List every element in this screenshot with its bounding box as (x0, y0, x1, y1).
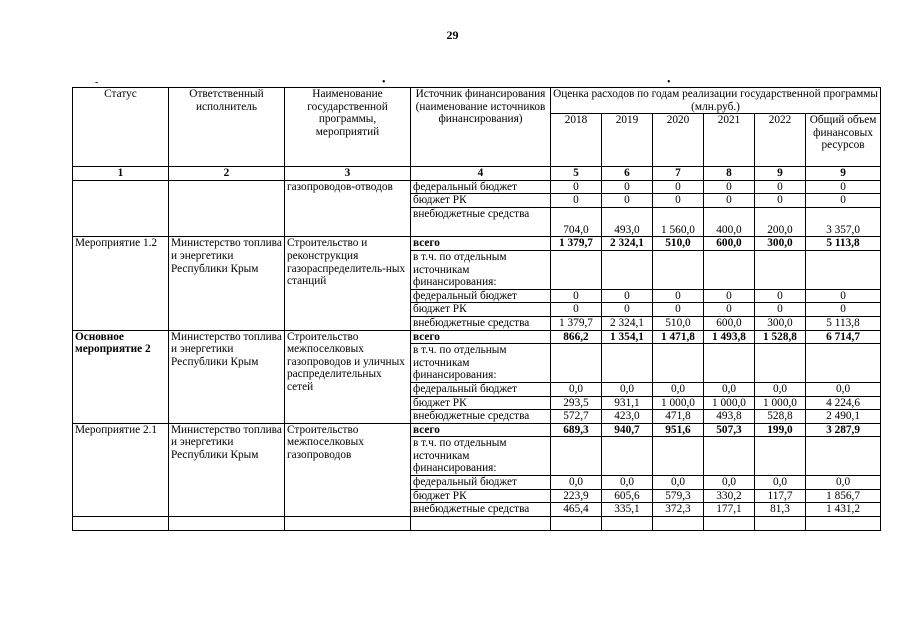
value-cell: 0,0 (551, 382, 602, 396)
program-name-header: Наименование государственной программы, мероприятий (285, 88, 411, 167)
table-row (73, 330, 881, 344)
value-cell: 200,0 (755, 208, 806, 237)
value-cell: 293,5 (551, 396, 602, 410)
program-name-cell: Строительство и реконструкция газораспределитель-ных станций (285, 237, 411, 330)
status-cell: Мероприятие 2.1 (73, 423, 169, 516)
total-header: Общий объем финансовых ресурсов (806, 114, 881, 167)
value-cell: 117,7 (755, 489, 806, 503)
source-cell: бюджет РК (411, 194, 551, 208)
col-number: 6 (602, 167, 653, 181)
executor-cell: Министерство топлива и энергетики Республики Крым (169, 423, 285, 516)
scan-mark: • (382, 77, 386, 88)
value-cell: 2 324,1 (602, 316, 653, 330)
value-cell: 1 379,7 (551, 237, 602, 251)
status-header: Статус (73, 88, 169, 167)
value-cell: 0 (704, 303, 755, 317)
source-cell: в т.ч. по отдельным источникам финансирования: (411, 344, 551, 383)
value-cell: 471,8 (653, 410, 704, 424)
source-cell: внебюджетные средства (411, 410, 551, 424)
funding-source-header: Источник финансирования (наименование источников финансирования) (411, 88, 551, 167)
value-cell: 400,0 (704, 208, 755, 237)
value-cell: 5 113,8 (806, 237, 881, 251)
value-cell: 0 (653, 289, 704, 303)
value-cell: 704,0 (551, 208, 602, 237)
value-cell: 335,1 (602, 503, 653, 517)
value-cell: 177,1 (704, 503, 755, 517)
value-cell: 0,0 (704, 382, 755, 396)
value-cell: 0 (704, 194, 755, 208)
source-cell: в т.ч. по отдельным источникам финансирования: (411, 437, 551, 476)
source-cell: внебюджетные средства (411, 208, 551, 237)
value-cell: 0 (704, 180, 755, 194)
value-cell: 3 357,0 (806, 208, 881, 237)
value-cell: 300,0 (755, 237, 806, 251)
value-cell: 1 493,8 (704, 330, 755, 344)
value-cell: 510,0 (653, 316, 704, 330)
value-cell: 510,0 (653, 237, 704, 251)
source-cell: федеральный бюджет (411, 476, 551, 490)
col-number: 9 (755, 167, 806, 181)
value-cell: 0 (551, 194, 602, 208)
value-cell: 0,0 (755, 476, 806, 490)
col-number: 4 (411, 167, 551, 181)
value-cell: 493,0 (602, 208, 653, 237)
value-cell: 1 431,2 (806, 503, 881, 517)
estimate-header: Оценка расходов по годам реализации государственной программы (млн.руб.) (551, 88, 881, 114)
year-header: 2020 (653, 114, 704, 167)
value-cell: 4 224,6 (806, 396, 881, 410)
value-cell: 600,0 (704, 237, 755, 251)
value-cell: 0,0 (551, 476, 602, 490)
value-cell: 0 (806, 194, 881, 208)
col-number: 7 (653, 167, 704, 181)
value-cell: 0 (806, 180, 881, 194)
program-name-cell: Строительство межпоселковых газопроводов и уличных распределительных сетей (285, 330, 411, 423)
value-cell: 0 (602, 289, 653, 303)
table-row (73, 516, 881, 530)
col-number: 1 (73, 167, 169, 181)
value-cell: 0 (806, 303, 881, 317)
source-cell: федеральный бюджет (411, 289, 551, 303)
year-header: 2018 (551, 114, 602, 167)
value-cell: 199,0 (755, 423, 806, 437)
value-cell: 81,3 (755, 503, 806, 517)
source-cell: в т.ч. по отдельным источникам финансирования: (411, 250, 551, 289)
program-name-cell: газопроводов-отводов (285, 180, 411, 237)
program-name-cell: Строительство межпоселковых газопроводов (285, 423, 411, 516)
value-cell: 1 379,7 (551, 316, 602, 330)
value-cell: 689,3 (551, 423, 602, 437)
value-cell: 0,0 (755, 382, 806, 396)
col-number: 9 (806, 167, 881, 181)
source-cell: всего (411, 330, 551, 344)
value-cell: 0 (755, 303, 806, 317)
value-cell: 1 000,0 (653, 396, 704, 410)
header-row (73, 88, 881, 114)
value-cell: 1 354,1 (602, 330, 653, 344)
value-cell: 1 856,7 (806, 489, 881, 503)
value-cell: 600,0 (704, 316, 755, 330)
value-cell: 951,6 (653, 423, 704, 437)
value-cell: 0,0 (806, 382, 881, 396)
status-cell: Основное мероприятие 2 (73, 330, 169, 423)
value-cell: 940,7 (602, 423, 653, 437)
value-cell: 931,1 (602, 396, 653, 410)
value-cell: 465,4 (551, 503, 602, 517)
value-cell: 372,3 (653, 503, 704, 517)
value-cell: 423,0 (602, 410, 653, 424)
value-cell: 6 714,7 (806, 330, 881, 344)
year-header: 2022 (755, 114, 806, 167)
value-cell: 0,0 (704, 476, 755, 490)
value-cell: 0 (551, 289, 602, 303)
value-cell: 300,0 (755, 316, 806, 330)
source-cell: всего (411, 237, 551, 251)
value-cell: 528,8 (755, 410, 806, 424)
value-cell: 0,0 (806, 476, 881, 490)
value-cell: 0 (551, 303, 602, 317)
value-cell: 5 113,8 (806, 316, 881, 330)
value-cell: 0 (755, 194, 806, 208)
value-cell: 0 (653, 303, 704, 317)
value-cell: 0 (602, 180, 653, 194)
table-row (73, 423, 881, 437)
value-cell: 0,0 (602, 476, 653, 490)
source-cell: внебюджетные средства (411, 503, 551, 517)
value-cell: 1 000,0 (755, 396, 806, 410)
source-cell: федеральный бюджет (411, 180, 551, 194)
source-cell: внебюджетные средства (411, 316, 551, 330)
scan-mark: • (667, 77, 671, 88)
source-cell: всего (411, 423, 551, 437)
source-cell: бюджет РК (411, 303, 551, 317)
executor-cell: Министерство топлива и энергетики Республики Крым (169, 330, 285, 423)
status-cell (73, 180, 169, 237)
value-cell: 223,9 (551, 489, 602, 503)
value-cell: 507,3 (704, 423, 755, 437)
source-cell: бюджет РК (411, 489, 551, 503)
source-cell: федеральный бюджет (411, 382, 551, 396)
value-cell: 2 324,1 (602, 237, 653, 251)
value-cell: 866,2 (551, 330, 602, 344)
value-cell: 0 (551, 180, 602, 194)
value-cell: 1 560,0 (653, 208, 704, 237)
value-cell: 0 (806, 289, 881, 303)
value-cell: 605,6 (602, 489, 653, 503)
source-cell: бюджет РК (411, 396, 551, 410)
column-numbers-row (73, 167, 881, 181)
value-cell: 330,2 (704, 489, 755, 503)
value-cell: 572,7 (551, 410, 602, 424)
value-cell: 0,0 (653, 476, 704, 490)
value-cell: 0 (653, 180, 704, 194)
executor-cell: Министерство топлива и энергетики Республики Крым (169, 237, 285, 330)
value-cell: 3 287,9 (806, 423, 881, 437)
status-cell: Мероприятие 1.2 (73, 237, 169, 330)
page-number: 29 (446, 28, 459, 42)
value-cell: 1 471,8 (653, 330, 704, 344)
col-number: 5 (551, 167, 602, 181)
value-cell: 493,8 (704, 410, 755, 424)
value-cell: 0,0 (602, 382, 653, 396)
value-cell: 579,3 (653, 489, 704, 503)
scan-mark: - (95, 77, 99, 88)
value-cell: 0 (755, 180, 806, 194)
table-row (73, 180, 881, 194)
col-number: 3 (285, 167, 411, 181)
value-cell: 0 (755, 289, 806, 303)
year-header: 2021 (704, 114, 755, 167)
value-cell: 0 (704, 289, 755, 303)
value-cell: 1 528,8 (755, 330, 806, 344)
value-cell: 0 (602, 303, 653, 317)
col-number: 2 (169, 167, 285, 181)
table-row (73, 237, 881, 251)
col-number: 8 (704, 167, 755, 181)
executor-cell (169, 180, 285, 237)
year-header: 2019 (602, 114, 653, 167)
value-cell: 0 (602, 194, 653, 208)
value-cell: 0 (653, 194, 704, 208)
value-cell: 1 000,0 (704, 396, 755, 410)
executor-header: Ответственный исполнитель (169, 88, 285, 167)
value-cell: 2 490,1 (806, 410, 881, 424)
expenditure-table (72, 87, 881, 531)
value-cell: 0,0 (653, 382, 704, 396)
